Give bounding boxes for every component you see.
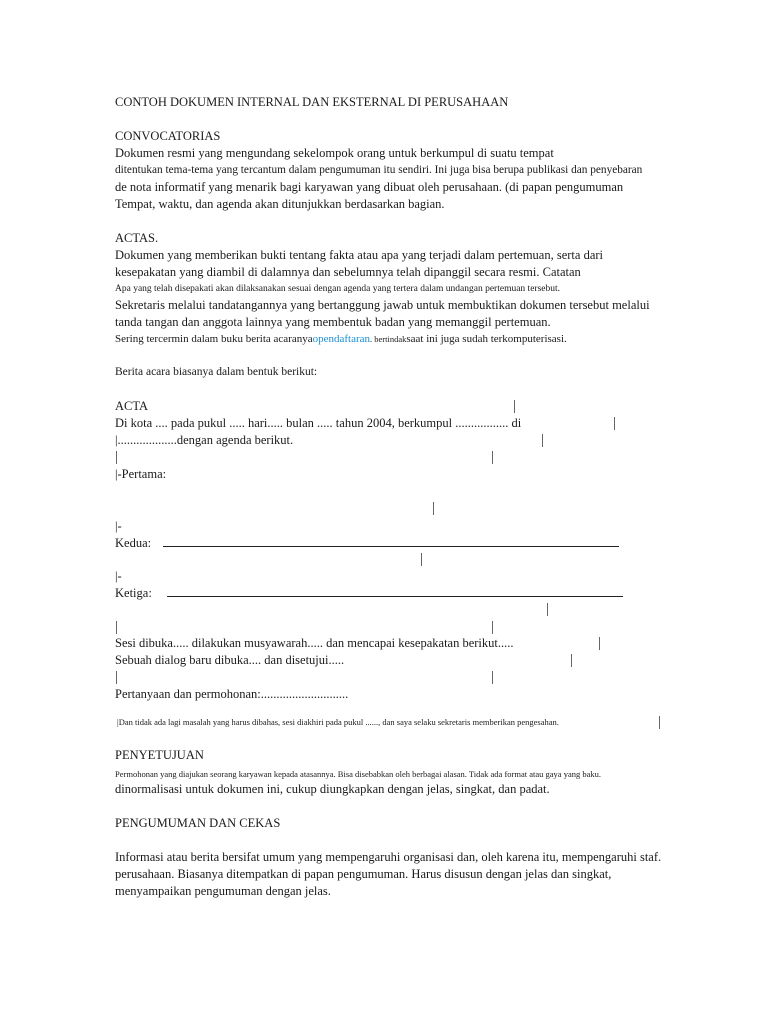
acta-line-pertama: |-Pertama:: [115, 467, 167, 481]
paragraph-line: perusahaan. Biasanya ditempatkan di papan pengumuman. Harus disusun dengan jelas dan singkat,: [115, 867, 612, 881]
acta-line-sesi: Sesi dibuka..... dilakukan musyawarah..... dan mencapai kesepakatan berikut.....: [115, 636, 514, 650]
form-border-mark: [116, 451, 117, 464]
text-fragment: . bertindak: [370, 334, 407, 344]
paragraph-line: de nota informatif yang menarik bagi karyawan yang dibuat oleh perusahaan. (di papan pengumuman: [115, 180, 624, 194]
paragraph-line: Sekretaris melalui tandatangannya yang bertanggung jawab untuk membuktikan dokumen tersebut melalui: [115, 298, 650, 312]
paragraph-line: Dokumen yang memberikan bukti tentang fakta atau apa yang terjadi dalam pertemuan, serta dari: [115, 248, 604, 262]
acta-line-pertanyaan: Pertanyaan dan permohonan:............................: [115, 687, 349, 701]
document-title: CONTOH DOKUMEN INTERNAL DAN EKSTERNAL DI PERUSAHAAN: [115, 95, 509, 109]
form-border-mark: [116, 621, 117, 634]
pendaftaran-link[interactable]: opendaftaran: [312, 333, 371, 345]
text-fragment: Sering tercermin dalam buku berita acaranya: [115, 333, 313, 345]
paragraph-line: tanda tangan dan anggota lainnya yang membentuk badan yang memanggil pertemuan.: [115, 315, 551, 329]
form-border-mark: [599, 637, 600, 650]
paragraph-line: Informasi atau berita bersifat umum yang mempengaruhi organisasi dan, oleh karena itu, mempengaruhi staf.: [115, 850, 662, 864]
ketiga-underline: [167, 596, 623, 597]
acta-line-dash: |-: [115, 569, 122, 583]
acta-line-kedua: Kedua:: [115, 536, 152, 550]
acta-heading: ACTA: [115, 399, 149, 413]
form-border-mark: [542, 434, 543, 447]
section-heading-actas: ACTAS.: [115, 231, 159, 245]
acta-line-dialog: Sebuah dialog baru dibuka.... dan disetujui.....: [115, 653, 345, 667]
paragraph-line: Dokumen resmi yang mengundang sekelompok orang untuk berkumpul di suatu tempat: [115, 146, 554, 160]
form-border-mark: [614, 417, 615, 430]
acta-line-city: Di kota .... pada pukul ..... hari..... bulan ..... tahun 2004, berkumpul ................. di: [115, 416, 522, 430]
form-border-mark: [571, 654, 572, 667]
kedua-underline: [163, 546, 619, 547]
form-border-mark: [492, 451, 493, 464]
acta-line-agenda: |...................dengan agenda berikut.: [115, 433, 294, 447]
form-border-mark: [492, 671, 493, 684]
paragraph-line: Apa yang telah disepakati akan dilaksanakan sesuai dengan agenda yang tertera dalam undangan pertemuan tersebut.: [115, 284, 561, 294]
text-fragment: saat ini juga sudah terkomputerisasi.: [406, 333, 567, 345]
paragraph-line: Tempat, waktu, dan agenda akan ditunjukkan berdasarkan bagian.: [115, 197, 445, 211]
paragraph-line: Permohonan yang diajukan seorang karyawan kepada atasannya. Bisa disebabkan oleh berbagai alasan. Tidak ada format atau gaya yang baku.: [115, 769, 601, 779]
paragraph-line: Berita acara biasanya dalam bentuk berikut:: [115, 366, 318, 378]
form-border-mark: [492, 621, 493, 634]
acta-line-dash: |-: [115, 519, 122, 533]
form-border-mark: [433, 502, 434, 515]
acta-line-ketiga: Ketiga:: [115, 586, 152, 600]
acta-line-closing: |Dan tidak ada lagi masalah yang harus dibahas, sesi diakhiri pada pukul ......, dan saya selaku sekretaris memberikan pengesahan.: [117, 717, 559, 727]
form-border-mark: [659, 716, 660, 729]
paragraph-line: dinormalisasi untuk dokumen ini, cukup diungkapkan dengan jelas, singkat, dan padat.: [115, 782, 550, 796]
paragraph-line: menyampaikan pengumuman dengan jelas.: [115, 884, 331, 898]
form-border-mark: [547, 603, 548, 616]
section-heading-convocatorias: CONVOCATORIAS: [115, 129, 221, 143]
paragraph-line: ditentukan tema-tema yang tercantum dalam pengumuman itu sendiri. Ini juga bisa berupa publikasi dan penyebaran: [115, 164, 643, 176]
form-border-mark: [421, 553, 422, 566]
section-heading-pengumuman: PENGUMUMAN DAN CEKAS: [115, 816, 281, 830]
form-border-mark: [514, 400, 515, 413]
section-heading-penyetujuan: PENYETUJUAN: [115, 748, 204, 762]
form-border-mark: [116, 671, 117, 684]
paragraph-line: kesepakatan yang diambil di dalamnya dan sebelumnya telah dipanggil secara resmi. Catatan: [115, 265, 581, 279]
paragraph-line: [115, 331, 567, 347]
